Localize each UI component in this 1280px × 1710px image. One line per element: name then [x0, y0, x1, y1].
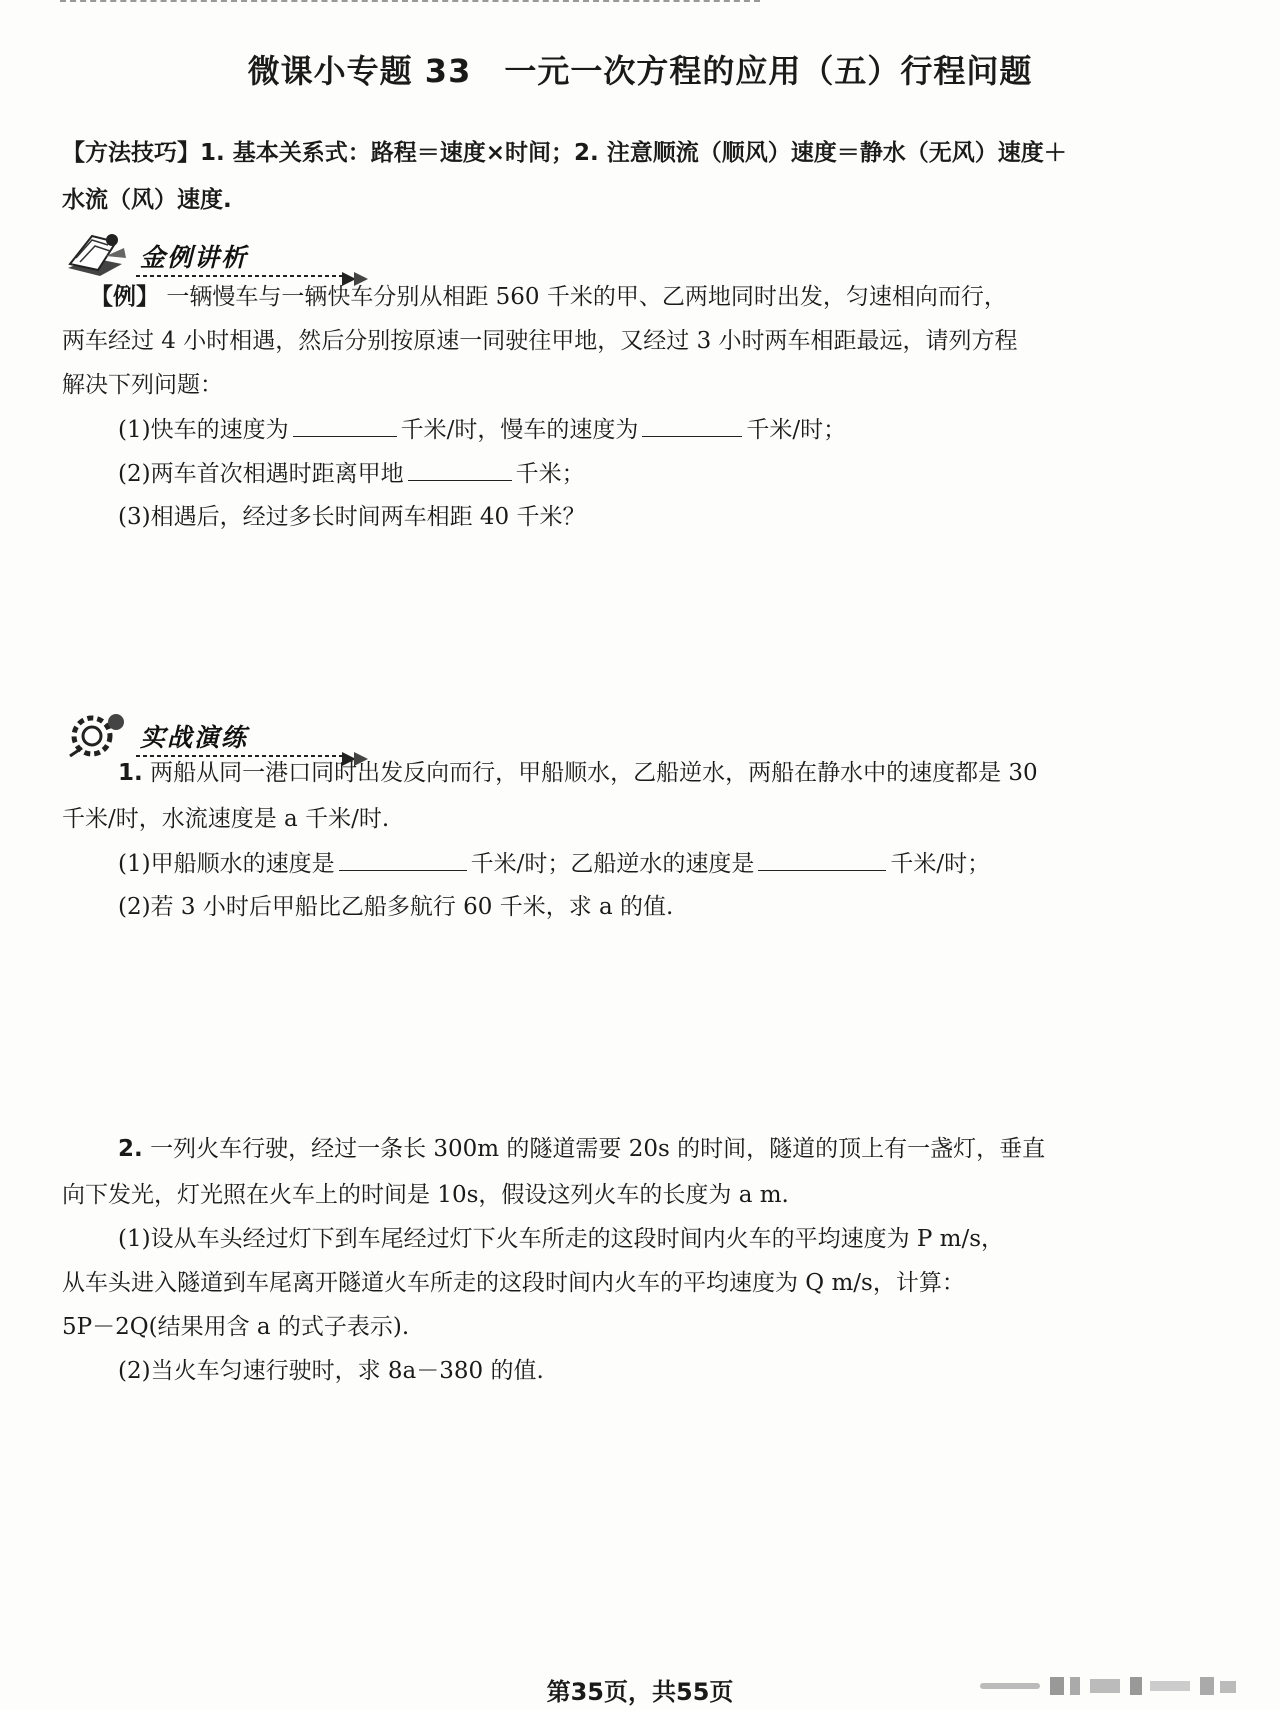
- problem2-line-2: 向下发光，灯光照在火车上的时间是 10s，假设这列火车的长度为 a m.: [62, 1182, 789, 1208]
- method-tag: 【方法技巧】: [62, 140, 200, 166]
- method-text-1: 1. 基本关系式：路程＝速度×时间；2. 注意顺流（顺风）速度＝静水（无风）速度＋: [200, 140, 1067, 166]
- page-number: 第35页，共55页: [546, 1678, 734, 1706]
- problem1-q1: (1)甲船顺水的速度是 千米/时；乙船逆水的速度是 千米/时；: [118, 848, 990, 879]
- example-q1: (1)快车的速度为 千米/时，慢车的速度为 千米/时；: [118, 414, 846, 445]
- example-line-3: 解决下列问题：: [62, 372, 223, 398]
- problem2-line-5: 5P－2Q(结果用含 a 的式子表示).: [62, 1314, 410, 1340]
- example-q3: (3)相遇后，经过多长时间两车相距 40 千米？: [118, 504, 586, 530]
- problem2-number: 2.: [118, 1136, 143, 1162]
- page-title: 微课小专题 33 一元一次方程的应用（五）行程问题: [247, 52, 1033, 90]
- answer-blank-downstream-speed[interactable]: [339, 848, 467, 871]
- book-icon: [62, 228, 132, 284]
- example-line-1: [90, 282, 1007, 312]
- answer-blank-distance[interactable]: [408, 458, 512, 481]
- example-tag: 【例】: [90, 284, 159, 310]
- gear-icon: [62, 708, 132, 764]
- answer-blank-upstream-speed[interactable]: [758, 848, 886, 871]
- section-banner-example: [62, 228, 312, 284]
- problem1-q2: (2)若 3 小时后甲船比乙船多航行 60 千米，求 a 的值.: [118, 894, 674, 920]
- answer-blank-slow-speed[interactable]: [642, 414, 742, 437]
- problem1-number: 1.: [118, 760, 143, 786]
- section-label-example: 金例讲析: [140, 243, 249, 272]
- problem2-line-3: (1)设从车头经过灯下到车尾经过灯下火车所走的这段时间内火车的平均速度为 P m/s，: [118, 1226, 1005, 1252]
- top-dashed-rule: [60, 0, 760, 2]
- problem2-line-1: 2. 一列火车行驶，经过一条长 300m 的隧道需要 20s 的时间，隧道的顶上有一盏灯，垂直: [118, 1136, 1046, 1162]
- example-line-2: 两车经过 4 小时相遇，然后分别按原速一同驶往甲地，又经过 3 小时两车相距最远，请列方程: [62, 328, 1018, 354]
- problem1-line-2: 千米/时，水流速度是 a 千米/时.: [62, 806, 390, 832]
- answer-blank-fast-speed[interactable]: [293, 414, 397, 437]
- section-banner-practice: [62, 708, 312, 764]
- problem1-line-1: 1. 两船从同一港口同时出发反向而行，甲船顺水，乙船逆水，两船在静水中的速度都是 30: [118, 760, 1038, 786]
- watermark-logo-icon: [980, 1675, 1240, 1697]
- method-line-1: [62, 138, 1067, 168]
- example-q2: (2)两车首次相遇时距离甲地 千米；: [118, 458, 585, 489]
- example-text-1: 一辆慢车与一辆快车分别从相距 560 千米的甲、乙两地同时出发，匀速相向而行，: [166, 284, 1007, 310]
- problem2-line-4: 从车头进入隧道到车尾离开隧道火车所走的这段时间内火车的平均速度为 Q m/s，计算：: [62, 1270, 965, 1296]
- method-line-2: 水流（风）速度.: [62, 187, 232, 213]
- problem2-line-6: (2)当火车匀速行驶时，求 8a－380 的值.: [118, 1358, 544, 1384]
- section-label-practice: 实战演练: [140, 723, 249, 752]
